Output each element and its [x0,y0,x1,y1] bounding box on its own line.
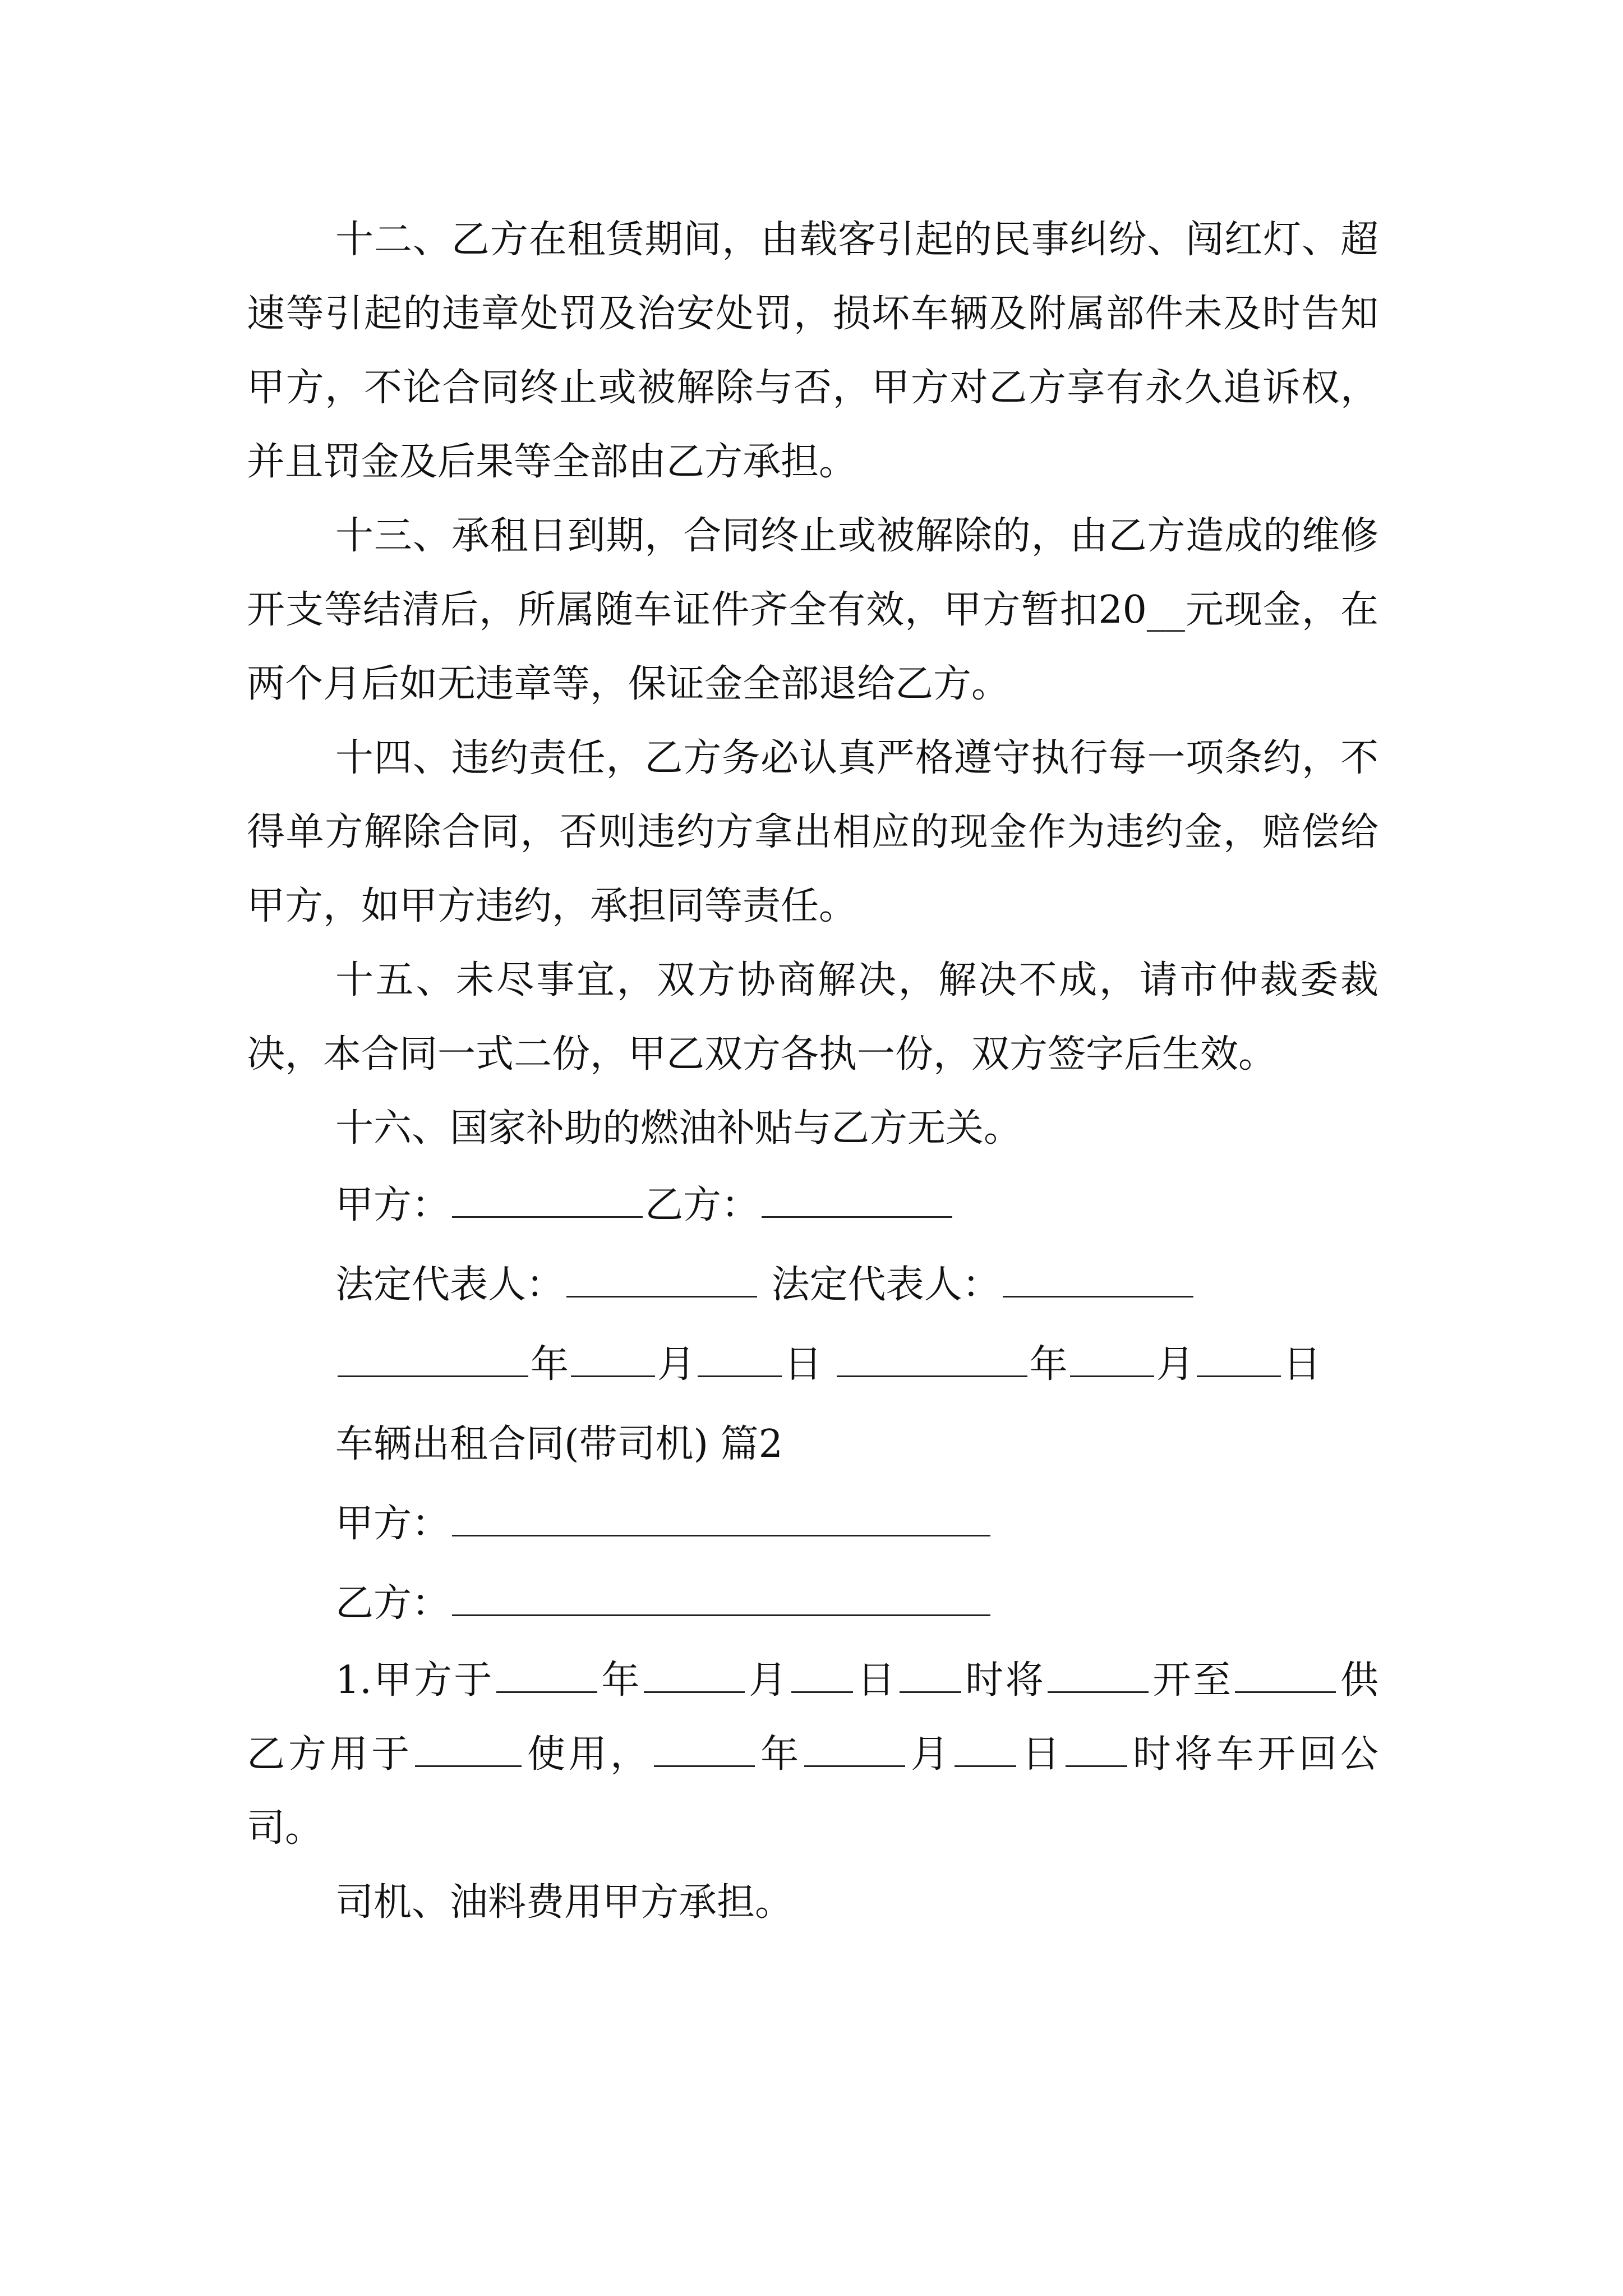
clause-1-blank [644,1686,745,1693]
clause-16: 十六、国家补助的燃油补贴与乙方无关。 [335,1106,1022,1151]
section-2-title: 车辆出租合同(带司机) 篇2 [335,1422,783,1466]
signature-date-line [247,1325,1378,1405]
rep-a-blank [566,1290,757,1297]
party-a-label: 甲方： [335,1183,450,1227]
clause-1-text: 使用， [523,1732,652,1777]
clause-1-blank [900,1686,961,1693]
date-a-month: 月 [657,1342,696,1387]
clause-1-blank [804,1760,905,1767]
clause-14: 十四、违约责任，乙方务必认真严格遵守执行每一项条约，不得单方解除合同，否则违约方拿出相应的现金作为违约金，赔偿给甲方，如甲方违约，承担同等责任。 [247,736,1378,928]
clause-1-text: 月 [907,1732,952,1777]
date-b-year: 年 [1029,1342,1068,1387]
clause-1-blank [1048,1686,1149,1693]
date-a-day: 日 [784,1342,823,1387]
party-a-blank [452,1211,643,1218]
date-b-year-blank [837,1370,1027,1377]
date-b-month: 月 [1156,1342,1195,1387]
clause-13: 十三、承租日到期，合同终止或被解除的，由乙方造成的维修开支等结清后，所属随车证件齐全有效，甲方暂扣20__元现金，在两个月后如无违章等，保证金全部退给乙方。 [247,514,1378,706]
party-b-blank [762,1211,952,1218]
clause-1-blank [1235,1686,1336,1693]
section-2-party-a-label: 甲方： [335,1502,450,1546]
section-2-clause-2: 司机、油料费用甲方承担。 [335,1880,794,1925]
clause-1-text: 1.甲方于 [335,1658,494,1703]
section-2-party-b-label: 乙方： [335,1581,450,1626]
clause-1-blank [791,1686,853,1693]
clause-1-text: 日 [1018,1732,1063,1777]
clause-1-blank [654,1760,755,1767]
section-2-clause-1 [247,1644,1378,1866]
date-b-day: 日 [1283,1342,1321,1387]
date-a-year-blank [338,1370,528,1377]
date-a-year: 年 [531,1342,569,1387]
clause-1-blank [955,1760,1016,1767]
section-2-party-b-line [247,1564,1378,1644]
date-a-day-blank [698,1370,782,1377]
clause-1-text: 年 [599,1658,642,1703]
clause-1-blank [415,1760,522,1767]
date-a-month-blank [571,1370,655,1377]
signature-parties-line [247,1166,1378,1245]
section-2-party-a-line [247,1484,1378,1564]
section-2-party-a-blank [452,1529,990,1536]
clause-15: 十五、未尽事宜，双方协商解决，解决不成，请市仲裁委裁决，本合同一式二份，甲乙双方各执一份，双方签字后生效。 [247,958,1378,1076]
date-b-month-blank [1070,1370,1154,1377]
clause-1-text: 月 [746,1658,789,1703]
clause-1-blank [1066,1760,1127,1767]
clause-1-text: 日 [855,1658,897,1703]
date-b-day-blank [1197,1370,1281,1377]
clause-1-text: 年 [757,1732,802,1777]
rep-b-label: 法定代表人： [771,1263,1000,1307]
section-2-party-b-blank [452,1609,990,1616]
clause-1-text: 时将 [963,1658,1046,1703]
clause-12: 十二、乙方在租赁期间，由载客引起的民事纠纷、闯红灯、超速等引起的违章处罚及治安处罚，损坏车辆及附属部件未及时告知甲方，不论合同终止或被解除与否，甲方对乙方享有永久追诉权，并且罚金及后果等全部由乙方承担。 [247,218,1378,484]
rep-a-label: 法定代表人： [335,1263,565,1307]
document-body [247,203,1378,1940]
clause-1-text: 供乙方用于 [247,1658,1378,1777]
clause-1-text: 开至 [1151,1658,1233,1703]
signature-representative-line [247,1245,1378,1325]
clause-1-text: 时将车开回公司。 [247,1732,1378,1851]
rep-b-blank [1003,1290,1193,1297]
clause-1-blank [496,1686,597,1693]
party-b-label: 乙方： [645,1183,760,1227]
